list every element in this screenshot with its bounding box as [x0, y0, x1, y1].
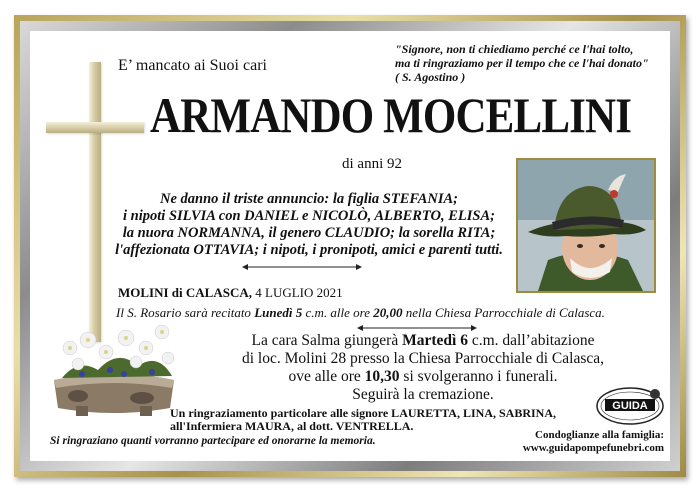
portrait-illustration: [518, 160, 654, 291]
edelweiss-flowers-image: [48, 318, 180, 418]
rosario-middle: c.m. alle ore: [302, 305, 374, 320]
funeral-text: si svolgeranno i funerali.: [399, 368, 558, 385]
announcement-line: l'affezionata OTTAVIA; i nipoti, i pronipoti, amici e parenti tutti.: [115, 242, 503, 258]
funeral-line: [188, 332, 658, 350]
ornament-divider: [357, 324, 477, 332]
funeral-line: Seguirà la cremazione.: [352, 386, 494, 403]
rosario-day: Lunedì 5: [254, 305, 303, 320]
closing-thanks: Si ringraziano quanti vorranno partecipare ed onorarne la memoria.: [50, 435, 376, 447]
rosario-prefix: Il S. Rosario sarà recitato: [116, 305, 255, 320]
thanks-line: all'Infermiera MAURA, al dott. VENTRELLA.: [170, 419, 414, 433]
funeral-line: [188, 368, 658, 386]
announcement-block: [100, 191, 518, 259]
portrait-photo: [516, 158, 656, 293]
quote-line: "Signore, non ti chiediamo perché ce l'hai tolto,: [395, 42, 634, 56]
funeral-time: 10,30: [364, 368, 400, 385]
intro-text: E’ mancato ai Suoi cari: [118, 57, 267, 74]
date-text: 4 LUGLIO 2021: [255, 285, 343, 300]
funeral-text: La cara Salma giungerà: [251, 332, 403, 349]
logo-text: GUIDA: [612, 400, 648, 412]
quote-block: [395, 42, 670, 84]
deceased-name: ARMANDO MOCELLINI: [150, 87, 632, 143]
announcement-line: la nuora NORMANNA, il genero CLAUDIO; la sorella RITA;: [122, 225, 496, 241]
place-date: [118, 285, 343, 301]
agency-contact: [482, 429, 664, 455]
announcement-line: i nipoti SILVIA con DANIEL e NICOLÒ, ALBERTO, ELISA;: [123, 208, 495, 224]
funeral-line: di loc. Molini 28 presso la Chiesa Parrocchiale di Calasca,: [241, 350, 604, 367]
announcement-line: Ne danno il triste annuncio: la figlia STEFANIA;: [160, 191, 458, 207]
cross-icon-bar: [46, 122, 144, 133]
place-name: MOLINI di CALASCA,: [118, 285, 252, 300]
quote-line: ma ti ringraziamo per il tempo che ce l'hai donato": [395, 56, 649, 70]
funeral-text: ove alle ore: [288, 368, 365, 385]
rosario-line: [116, 305, 605, 321]
condolences-label: Condoglianze alla famiglia:: [535, 429, 664, 441]
funeral-text: c.m. dall’abitazione: [467, 332, 595, 349]
rosario-suffix: nella Chiesa Parrocchiale di Calasca.: [402, 305, 605, 320]
deceased-age: di anni 92: [342, 156, 402, 172]
agency-website[interactable]: www.guidapompefunebri.com: [522, 442, 664, 454]
agency-logo: [595, 386, 665, 426]
funeral-day: Martedì 6: [402, 332, 468, 349]
funeral-block: [188, 332, 658, 404]
thanks-line: Un ringraziamento particolare alle signore LAURETTA, LINA, SABRINA,: [170, 406, 556, 420]
ornament-divider: [242, 263, 362, 271]
quote-author: ( S. Agostino ): [395, 70, 466, 84]
rosario-time: 20,00: [373, 305, 403, 320]
